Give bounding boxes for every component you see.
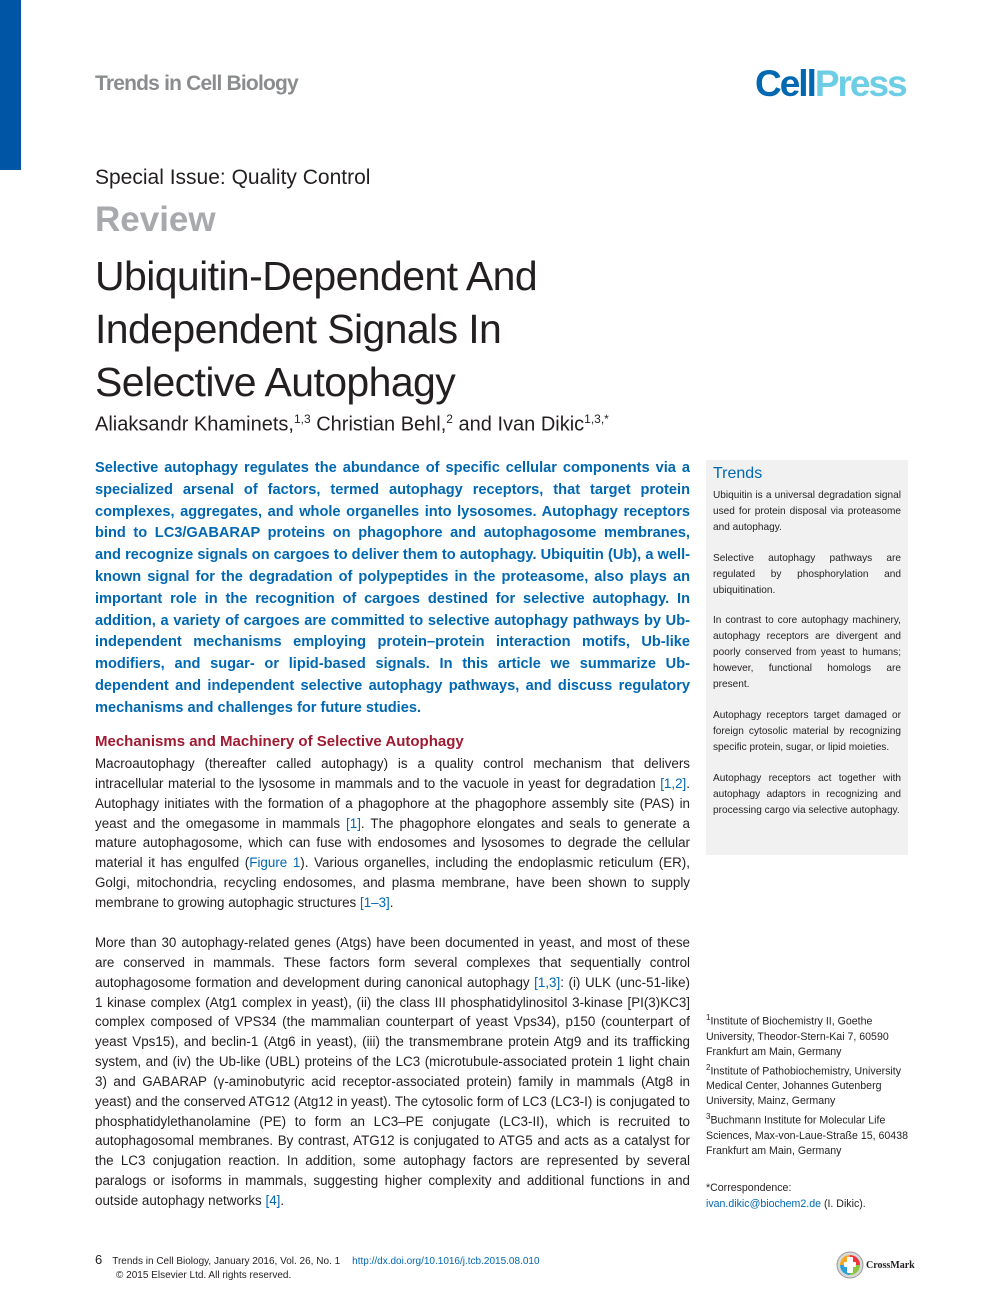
citation-link[interactable]: [1–3] xyxy=(359,894,390,910)
crossmark-label: CrossMark xyxy=(866,1259,915,1271)
citation-link[interactable]: [1,2] xyxy=(660,775,687,791)
special-issue-label: Special Issue: Quality Control xyxy=(95,166,371,189)
author-name: and Ivan Dikic xyxy=(452,413,585,436)
author-name: Aliaksandr Khaminets, xyxy=(95,413,294,436)
citation-link[interactable]: [1,3] xyxy=(534,974,561,990)
trends-item: Ubiquitin is a universal degradation signal used for protein disposal via proteasome and autophagy. xyxy=(713,490,901,533)
trends-item: Autophagy receptors act together with autophagy adaptors in recognizing and processing cargo via selective autophagy. xyxy=(713,772,901,816)
citation-link[interactable]: Figure 1 xyxy=(249,855,301,871)
citation-link[interactable]: [1] xyxy=(346,815,361,831)
citation-link[interactable]: [4] xyxy=(265,1192,281,1208)
correspondence xyxy=(706,1180,911,1212)
crossmark-icon xyxy=(836,1251,864,1279)
section-heading: Mechanisms and Machinery of Selective Autophagy xyxy=(95,733,464,750)
author-affiliation-marker: 1,3 xyxy=(293,412,311,426)
author-affiliation-marker: 2 xyxy=(446,412,453,426)
body-text: ). Various organelles, including the endoplasmic reticulum (ER), Golgi, mitochondria, recycling endosomes, and plasma membrane, have been shown to supply membrane to growing autophagic structures xyxy=(95,855,690,910)
body-text: . xyxy=(280,1192,285,1208)
footer-citation: Trends in Cell Biology, January 2016, Vol. 26, No. 1 xyxy=(112,1256,341,1267)
author-list xyxy=(95,412,609,437)
body-text: . xyxy=(389,894,394,910)
correspondence-suffix: (I. Dikic). xyxy=(821,1198,866,1210)
body-text: More than 30 autophagy-related genes (Atgs) have been documented in yeast, and most of these are conserved in mammals. These factors form several complexes that sequentially control autophagosome formation and development during canonical autophagy xyxy=(95,935,690,990)
page-number: 6 xyxy=(95,1252,103,1267)
body-text: : (i) ULK (unc-51-like) 1 kinase complex (Atg1 complex in yeast), (ii) the class III phosphatidylinositol 3-kinase [PI(3)KC3] complex composed of VPS34 (the mammalian counterpart of yeast Vps34), p150 (counterpart of yeast Vps15), and beclin-1 (Atg6 in yeast), (iii) the transmembrane protein Atg9 and its trafficking system, and (iv) the Ub-like (UBL) proteins of the LC3 (microtubule-associated protein 1 light chain 3) and GABARAP (γ-aminobutyric acid receptor-associated protein) family in mammals (Atg8 in yeast) and the conserved ATG12 (Atg12 in yeast). The cytosolic form of LC3 (LC3-I) is conjugated to phosphatidylethanolamine (PE) to form an LC3–PE conjugate (LC3-II), which is recruited to autophagosomal membranes. By contrast, ATG12 is conjugated to ATG5 and acts as a catalyst for the LC3 conjugation reaction. In addition, some autophagy factors are represented by several paralogs or isoforms in mammals, suggesting higher complexity and additional functions in and outside autophagy networks xyxy=(95,974,690,1208)
logo-cell-text: Cell xyxy=(755,63,815,104)
trends-box xyxy=(706,460,908,855)
correspondence-label: *Correspondence: xyxy=(706,1182,792,1194)
affiliation: $^2$Institute of Pathobiochemistry, University Medical Center, Johannes Gutenberg University, Mainz, Germany xyxy=(706,1062,902,1108)
body-text: . The phagophore elongates and seals to generate a mature autophagosome, which can fuse with endosomes and lysosomes to degrade the cellular material it has engulfed ( xyxy=(95,815,690,871)
author-name: Christian Behl, xyxy=(310,413,447,436)
trends-item: Selective autophagy pathways are regulated by phosphorylation and ubiquitination. xyxy=(713,552,901,596)
trends-item: In contrast to core autophagy machinery, autophagy receptors are divergent and poorly conserved from yeast to humans; however, functional homologs are present. xyxy=(713,615,901,691)
affiliation: $^3$Buchmann Institute for Molecular Life Sciences, Max-von-Laue-Straße 15, 60438 Frankfurt am Main, Germany xyxy=(706,1112,908,1157)
body-paragraph-1 xyxy=(95,754,690,913)
copyright: © 2015 Elsevier Ltd. All rights reserved. xyxy=(116,1270,292,1281)
affiliation: $^1$Institute of Biochemistry II, Goethe University, Theodor-Stern-Kai 7, 60590 Frankfurt am Main, Germany xyxy=(706,1013,889,1058)
abstract: Selective autophagy regulates the abundance of specific cellular components via a specialized arsenal of factors, termed autophagy receptors, that target protein complexes, aggregates, and whole organelles into lysosomes. Autophagy receptors bind to LC3/GABARAP proteins on phagophore and autophagosome membranes, and recognize signals on cargoes to deliver them to autophagy. Ubiquitin (Ub), a well-known signal for the degradation of polypeptides in the proteasome, also plays an important role in the recognition of cargoes destined for selective autophagy. In addition, a variety of cargoes are committed to selective autophagy pathways by Ub-independent mechanisms employing protein–protein interaction motifs, Ub-like modifiers, and sugar- or lipid-based signals. In this article we summarize Ub-dependent and independent selective autophagy pathways, and discuss regulatory mechanisms and challenges for future studies. xyxy=(95,460,690,716)
article-title: Ubiquitin-Dependent And Independent Signals In Selective Autophagy xyxy=(95,253,538,405)
footer-citation-line xyxy=(95,1252,540,1267)
body-paragraph-2 xyxy=(95,933,690,1211)
logo-press-text: Press xyxy=(814,63,906,104)
affiliations xyxy=(706,1010,911,1159)
crossmark-badge[interactable] xyxy=(836,1250,915,1280)
trends-heading: Trends xyxy=(713,465,763,482)
author-affiliation-marker: 1,3,* xyxy=(584,412,609,426)
article-type: Review xyxy=(95,200,216,239)
body-text: Macroautophagy (thereafter called autophagy) is a quality control mechanism that delivers intracellular material to the lysosome in mammals and to the vacuole in yeast for degradation xyxy=(95,756,690,791)
doi-link[interactable]: http://dx.doi.org/10.1016/j.tcb.2015.08.010 xyxy=(352,1256,540,1267)
correspondence-email-link[interactable]: ivan.dikic@biochem2.de xyxy=(706,1198,821,1210)
journal-accent-bar xyxy=(0,0,21,170)
trends-item: Autophagy receptors target damaged or foreign cytosolic material by recognizing specific protein, sugar, or lipid moieties. xyxy=(713,709,901,753)
journal-name: Trends in Cell Biology xyxy=(95,72,298,95)
cellpress-logo[interactable] xyxy=(755,64,906,104)
body-text: . Autophagy initiates with the formation of a phagophore at the phagophore assembly site (PAS) in yeast and the omegasome in mammals xyxy=(95,775,690,831)
